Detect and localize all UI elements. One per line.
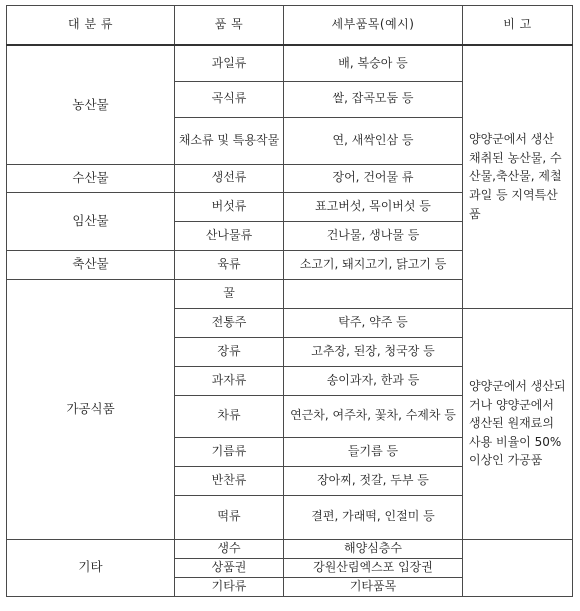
detail-cell: 연, 새싹인삼 등 [284, 117, 463, 164]
category-fishery: 수산물 [7, 164, 175, 192]
detail-cell: 탁주, 약주 등 [284, 308, 463, 337]
detail-cell: 건나물, 생나물 등 [284, 221, 463, 250]
header-row [7, 6, 573, 46]
product-category-table [6, 5, 573, 597]
item-cell: 생수 [175, 539, 284, 558]
detail-cell: 고추장, 된장, 청국장 등 [284, 337, 463, 366]
detail-cell: 표고버섯, 목이버섯 등 [284, 192, 463, 221]
item-cell: 채소류 및 특용작물 [175, 117, 284, 164]
detail-cell [284, 279, 463, 308]
header-detail-examples: 세부품목(예시) [284, 6, 463, 46]
item-cell: 꿀 [175, 279, 284, 308]
item-cell: 버섯류 [175, 192, 284, 221]
item-cell: 곡식류 [175, 81, 284, 117]
item-cell: 반찬류 [175, 466, 284, 495]
item-cell: 기타류 [175, 577, 284, 596]
detail-cell: 강원산림엑스포 입장권 [284, 558, 463, 577]
header-major-category: 대 분 류 [7, 6, 175, 46]
detail-cell: 송이과자, 한과 등 [284, 366, 463, 395]
detail-cell: 배, 복숭아 등 [284, 45, 463, 81]
item-cell: 육류 [175, 250, 284, 279]
header-remarks: 비 고 [463, 6, 573, 46]
detail-cell: 결편, 가래떡, 인절미 등 [284, 495, 463, 539]
detail-cell: 기타품목 [284, 577, 463, 596]
table-row [7, 539, 573, 558]
detail-cell: 들기름 등 [284, 437, 463, 466]
remark-primary-products: 양양군에서 생산 채취된 농산물, 수산물,축산물, 제철과일 등 지역특산품 [463, 45, 573, 308]
header-item: 품 목 [175, 6, 284, 46]
detail-cell: 쌀, 잡곡모둠 등 [284, 81, 463, 117]
item-cell: 떡류 [175, 495, 284, 539]
item-cell: 과자류 [175, 366, 284, 395]
item-cell: 과일류 [175, 45, 284, 81]
category-other: 기타 [7, 539, 175, 596]
category-agriculture: 농산물 [7, 45, 175, 164]
remark-processed-products: 양양군에서 생산되거나 양양군에서 생산된 원재료의 사용 비율이 50% 이상인 가공품 [463, 308, 573, 539]
item-cell: 상품권 [175, 558, 284, 577]
item-cell: 생선류 [175, 164, 284, 192]
detail-cell: 해양심층수 [284, 539, 463, 558]
detail-cell: 연근차, 여주차, 꽃차, 수제차 등 [284, 395, 463, 437]
remark-other-empty [463, 539, 573, 596]
category-processed-food: 가공식품 [7, 279, 175, 539]
item-cell: 전통주 [175, 308, 284, 337]
category-livestock: 축산물 [7, 250, 175, 279]
item-cell: 차류 [175, 395, 284, 437]
detail-cell: 장어, 건어물 류 [284, 164, 463, 192]
item-cell: 산나물류 [175, 221, 284, 250]
table-row [7, 45, 573, 81]
detail-cell: 소고기, 돼지고기, 닭고기 등 [284, 250, 463, 279]
item-cell: 장류 [175, 337, 284, 366]
category-forestry: 임산물 [7, 192, 175, 250]
item-cell: 기름류 [175, 437, 284, 466]
detail-cell: 장아찌, 젓갈, 두부 등 [284, 466, 463, 495]
